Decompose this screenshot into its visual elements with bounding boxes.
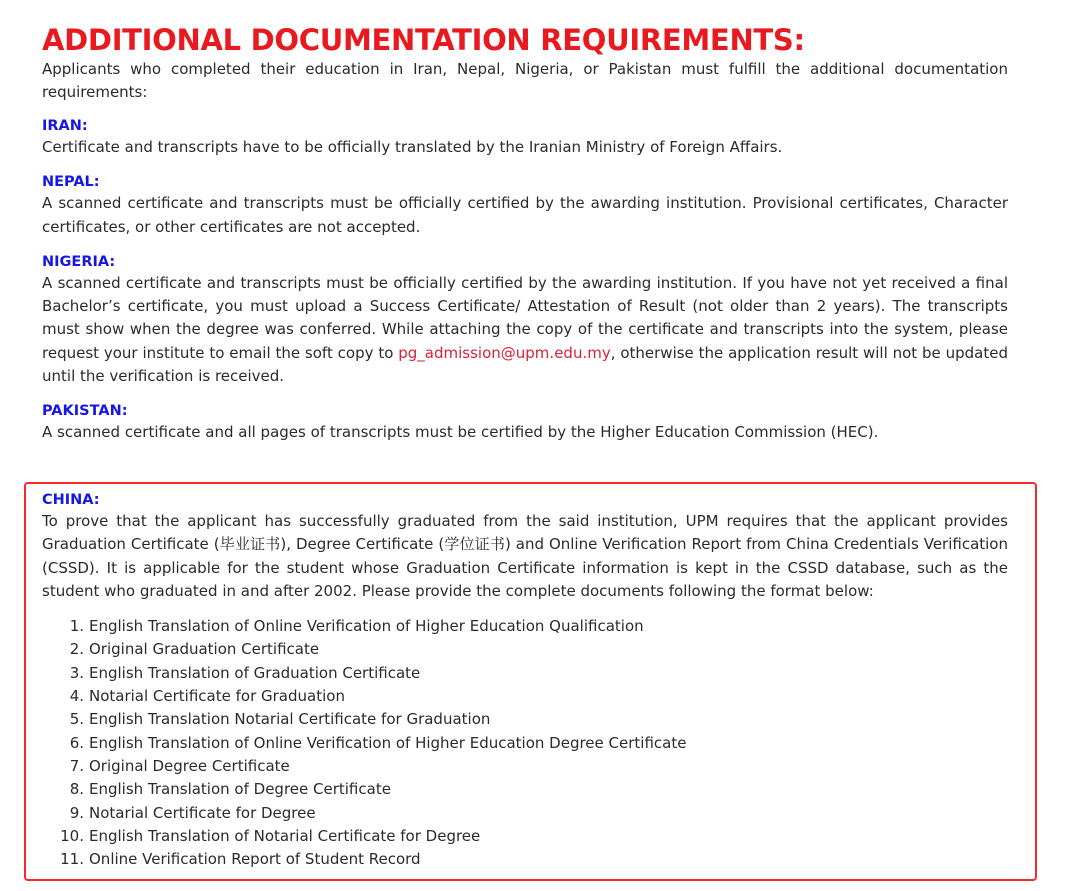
list-item-text: English Translation of Online Verification of Higher Education Degree Certificate [89, 733, 687, 752]
list-item-number: 3. [69, 663, 84, 682]
section-text-nepal: A scanned certificate and transcripts must be officially certified by the awarding institution. Provisional certificates, Character certificates, or other certificates are not accepted. [42, 194, 1008, 236]
section-text-nigeria [42, 272, 1008, 388]
section-heading-pakistan: PAKISTAN: [42, 403, 128, 420]
list-item-number: 6. [69, 733, 84, 752]
list-item-text: English Translation of Notarial Certificate for Degree [89, 826, 481, 845]
list-item-text: Online Verification Report of Student Record [89, 850, 421, 869]
list-item [42, 662, 1008, 685]
list-item-number: 11. [60, 850, 84, 869]
list-item-text: English Translation of Online Verification of Higher Education Qualification [89, 617, 644, 636]
section-nepal [42, 172, 1008, 239]
intro-text: Applicants who completed their education in Iran, Nepal, Nigeria, or Pakistan must fulfill the additional documentation requirements: [42, 60, 1008, 101]
section-pakistan [42, 401, 1008, 444]
document-body [42, 22, 1008, 458]
list-item-number: 1. [69, 617, 84, 636]
list-item [42, 755, 1008, 778]
list-item-number: 10. [60, 826, 84, 845]
section-nigeria [42, 252, 1008, 388]
list-item-text: Original Graduation Certificate [89, 640, 320, 659]
nigeria-text-before: A scanned certificate and transcripts must be officially certified by the awarding institution. If you have not yet received a final Bachelor’s certificate, you must upload a Success Certificate/ Attestation of Result (not older than 2 years). The transcripts must show when the degree was conferred. While attaching the copy of the certificate and transcripts into the system, please request your institute to email the soft copy to [42, 273, 1008, 362]
list-item-text: Original Degree Certificate [89, 756, 290, 775]
section-heading-iran: IRAN: [42, 118, 88, 134]
list-item [42, 685, 1008, 708]
list-item-number: 4. [69, 687, 84, 706]
list-item [42, 638, 1008, 661]
email-link[interactable]: pg_admission@upm.edu.my [398, 343, 611, 362]
list-item-number: 9. [69, 803, 84, 822]
list-item [42, 778, 1008, 801]
list-item [42, 732, 1008, 755]
list-item-number: 7. [69, 756, 84, 775]
section-heading-nepal: NEPAL: [42, 174, 100, 191]
section-heading-china: CHINA: [42, 492, 100, 508]
page-title: ADDITIONAL DOCUMENTATION REQUIREMENTS: [42, 23, 805, 57]
china-document-list [42, 615, 1008, 871]
list-item [42, 802, 1008, 825]
list-item [42, 708, 1008, 731]
list-item-text: English Translation Notarial Certificate for Graduation [89, 710, 491, 729]
section-heading-nigeria: NIGERIA: [42, 253, 116, 270]
list-item-text: English Translation of Degree Certificate [89, 780, 391, 799]
list-item [42, 825, 1008, 848]
list-item-text: Notarial Certificate for Degree [89, 803, 316, 822]
list-item-number: 5. [69, 710, 84, 729]
section-text-pakistan: A scanned certificate and all pages of transcripts must be certified by the Higher Education Commission (HEC). [42, 423, 879, 442]
list-item-number: 8. [69, 780, 84, 799]
list-item-number: 2. [69, 640, 84, 659]
nigeria-text-after: , otherwise the application result will not be updated until the verification is received. [42, 343, 1008, 386]
section-china [42, 490, 1008, 871]
section-text-iran: Certificate and transcripts have to be officially translated by the Iranian Ministry of Foreign Affairs. [42, 138, 783, 156]
list-item-text: English Translation of Graduation Certificate [89, 663, 421, 682]
list-item [42, 848, 1008, 871]
section-text-china: To prove that the applicant has successfully graduated from the said institution, UPM requires that the applicant provides Graduation Certificate (毕业证书), Degree Certificate (学位证书) and Online Verification Report from China Credentials Verification (CSSD). It is applicable for the student whose Graduation Certificate information is kept in the CSSD database, such as the student who graduated in and after 2002. Please provide the complete documents following the format below: [42, 512, 1008, 600]
list-item-text: Notarial Certificate for Graduation [89, 687, 345, 706]
list-item [42, 615, 1008, 638]
section-iran [42, 116, 1008, 159]
